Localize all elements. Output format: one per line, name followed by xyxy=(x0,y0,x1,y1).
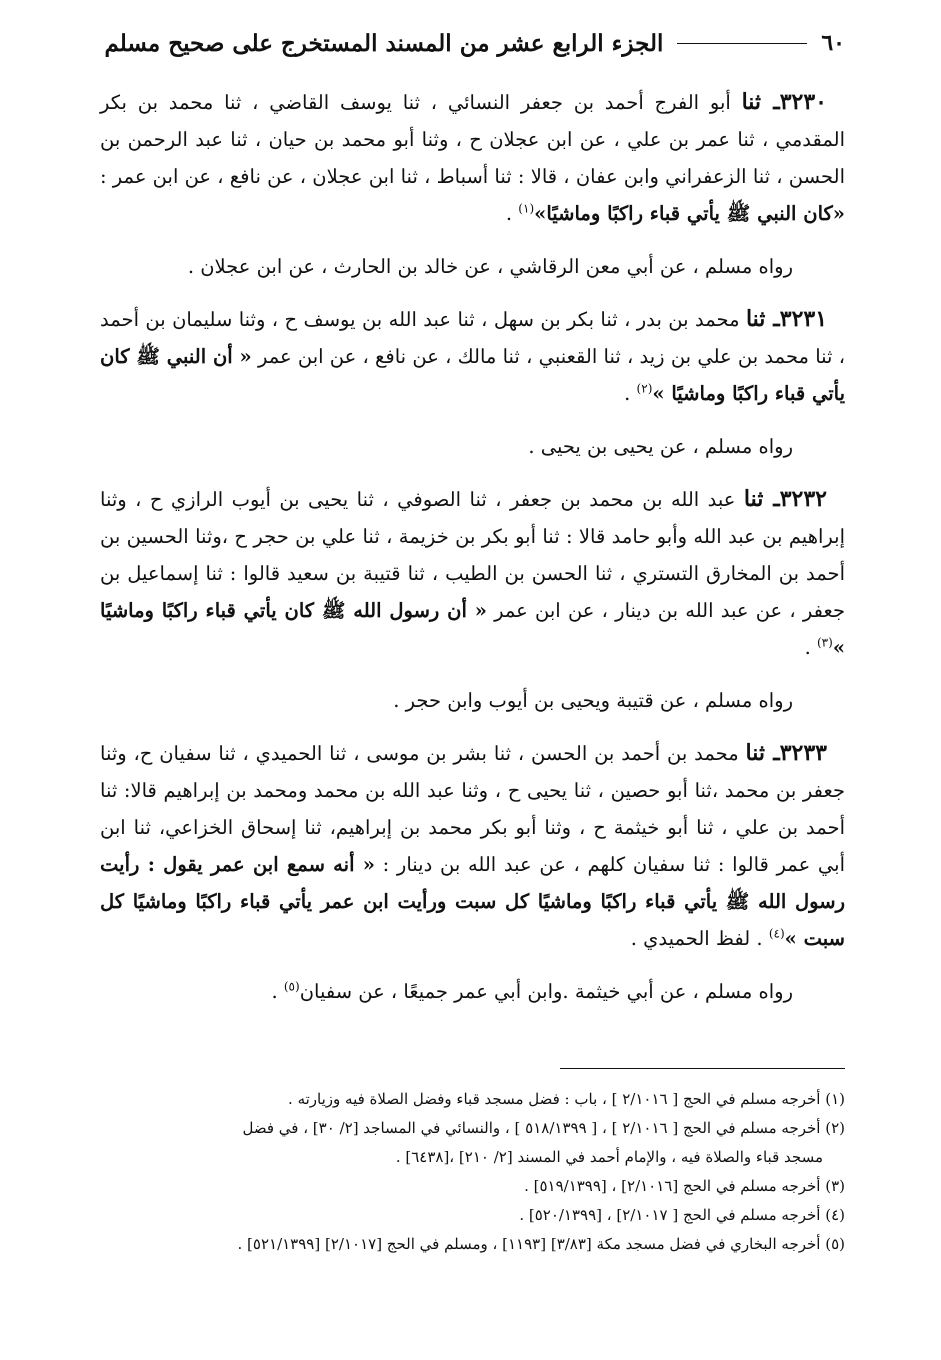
footnote-continuation: مسجد قباء والصلاة فيه ، والإمام أحمد في المسند [٢/ ٢١٠] ،[٦٤٣٨] . xyxy=(395,1148,823,1166)
footnote-marker: (١) xyxy=(518,201,535,216)
footnote-1 xyxy=(100,1085,845,1114)
footnote-text: (١) أخرجه مسلم في الحج [ ٢/١٠١٦ ] ، باب : فضل مسجد قباء وفضل الصلاة فيه وزيارته . xyxy=(288,1090,845,1108)
hadith-thana: ـ ثنا xyxy=(743,486,780,512)
footnote-text: (٥) أخرجه البخاري في فضل مسجد مكة [٣/٨٣] [١١٩٣] ، ومسلم في الحج [٢/١٠١٧] [٥٢١/١٣٩٩] . xyxy=(237,1235,845,1253)
footnote-text: (٣) أخرجه مسلم في الحج [٢/١٠١٦] ، [٥١٩/١٣٩٩] . xyxy=(524,1177,845,1195)
hadith-isnad: محمد بن أحمد بن الحسن ، ثنا بشر بن موسى ، ثنا الحميدي ، ثنا سفيان ح، وثنا جعفر بن محمد ،ثنا أبو حصين ، ثنا يحيى ح ، وثنا عبد الله بن محمد ومحمد بن إبراهيم قالا: ثنا أحمد بن علي ، ثنا أبو خيثمة ح ، وثنا أبو بكر محمد بن إبراهيم، ثنا إسحاق الخزاعي، ثنا ابن أبي عمر قالوا : ثنا سفيان كلهم ، عن عبد الله بن دينار : xyxy=(100,742,846,876)
hadith-thana: ـ ثنا xyxy=(741,89,780,115)
footnote-marker: (٣) xyxy=(816,635,833,650)
hadith-thana: ـ ثنا xyxy=(745,306,780,332)
hadith-3233 xyxy=(100,735,845,957)
header-rule xyxy=(677,43,807,44)
riwaya-text: رواه مسلم ، عن أبي خيثمة .وابن أبي عمر جميعًا ، عن سفيان xyxy=(299,980,793,1003)
main-text xyxy=(100,84,845,1026)
riwaya-3231: رواه مسلم ، عن يحيى بن يحيى . xyxy=(528,435,793,458)
hadith-matn: « أن رسول الله ﷺ كان يأتي قباء راكبًا وماشيًا » xyxy=(100,599,845,659)
hadith-number: ٣٢٣١ xyxy=(779,306,828,332)
footnote-marker: (٢) xyxy=(636,381,653,396)
hadith-isnad: أبو الفرج أحمد بن جعفر النسائي ، ثنا يوسف القاضي ، ثنا محمد بن بكر المقدمي ، ثنا عمر بن علي ، عن ابن عجلان ح ، وثنا أبو محمد بن حيان ، ثنا عبد الرحمن بن الحسن ، ثنا الزعفراني وابن عفان ، قالا : ثنا أسباط ، ثنا ابن عجلان ، عن نافع ، عن ابن عمر : xyxy=(100,91,845,188)
footnote-text: (٢) أخرجه مسلم في الحج [ ٢/١٠١٦ ] ، [ ٥١٨/١٣٩٩ ] ، والنسائي في المساجد [٢/ ٣٠] ، في فضل xyxy=(242,1119,845,1137)
hadith-tail: . xyxy=(505,202,519,225)
riwaya-3230: رواه مسلم ، عن أبي معن الرقاشي ، عن خالد بن الحارث ، عن ابن عجلان . xyxy=(187,255,793,278)
hadith-isnad: محمد بن بدر ، ثنا بكر بن سهل ، ثنا عبد الله بن يوسف ح ، وثنا سليمان بن أحمد ، ثنا محمد بن علي بن زيد ، ثنا القعنبي ، ثنا مالك ، عن نافع ، عن ابن عمر xyxy=(100,308,845,368)
footnote-2 xyxy=(100,1114,845,1172)
hadith-matn: «كان النبي ﷺ يأتي قباء راكبًا وماشيًا» xyxy=(534,202,845,225)
footnote-text: (٤) أخرجه مسلم في الحج [ ٢/١٠١٧] ، [٥٢٠/١٣٩٩] . xyxy=(519,1206,845,1224)
hadith-number: ٣٢٣٣ xyxy=(779,740,827,766)
hadith-tail: . لفظ الحميدي . xyxy=(630,927,769,950)
footnote-marker: (٥) xyxy=(283,979,300,994)
footnote-marker: (٤) xyxy=(768,926,785,941)
page-number: ٦٠ xyxy=(821,30,845,56)
hadith-matn: « أن النبي ﷺ كان يأتي قباء راكبًا وماشيًا » xyxy=(100,345,845,405)
running-title: الجزء الرابع عشر من المسند المستخرج على صحيح مسلم xyxy=(104,29,664,57)
riwaya-tail: . xyxy=(271,980,284,1003)
footnote-separator xyxy=(560,1068,845,1069)
hadith-tail: . xyxy=(804,636,817,659)
hadith-tail: . xyxy=(624,382,637,405)
hadith-3230 xyxy=(100,84,845,232)
hadith-thana: ـ ثنا xyxy=(745,740,780,766)
hadith-3231 xyxy=(100,301,845,412)
footnote-3 xyxy=(100,1172,845,1201)
riwaya-3233 xyxy=(100,973,845,1010)
footnotes xyxy=(100,1085,845,1259)
riwaya-3232: رواه مسلم ، عن قتيبة ويحيى بن أيوب وابن حجر . xyxy=(393,689,793,712)
hadith-3232 xyxy=(100,481,845,666)
hadith-isnad: عبد الله بن محمد بن جعفر ، ثنا الصوفي ، ثنا يحيى بن أيوب الرازي ح ، وثنا إبراهيم بن عبد الله وأبو حامد قالا : ثنا أبو بكر بن خزيمة ، ثنا علي بن حجر ح ،وثنا الحسين بن أحمد بن المخارق التستري ، ثنا الحسن بن الطيب ، ثنا قتيبة بن سعيد قالوا : ثنا إسماعيل بن جعفر ، عن عبد الله بن دينار ، عن ابن عمر xyxy=(100,488,846,622)
hadith-number: ٣٢٣٢ xyxy=(779,486,827,512)
hadith-matn: « أنه سمع ابن عمر يقول : رأيت رسول الله ﷺ يأتي قباء راكبًا وماشيًا كل سبت ورأيت ابن عمر يأتي قباء راكبًا وماشيًا كل سبت » xyxy=(100,853,845,950)
footnote-4 xyxy=(100,1201,845,1230)
hadith-number: ٣٢٣٠ xyxy=(779,89,827,115)
running-header xyxy=(100,20,845,66)
footnote-5 xyxy=(100,1230,845,1259)
